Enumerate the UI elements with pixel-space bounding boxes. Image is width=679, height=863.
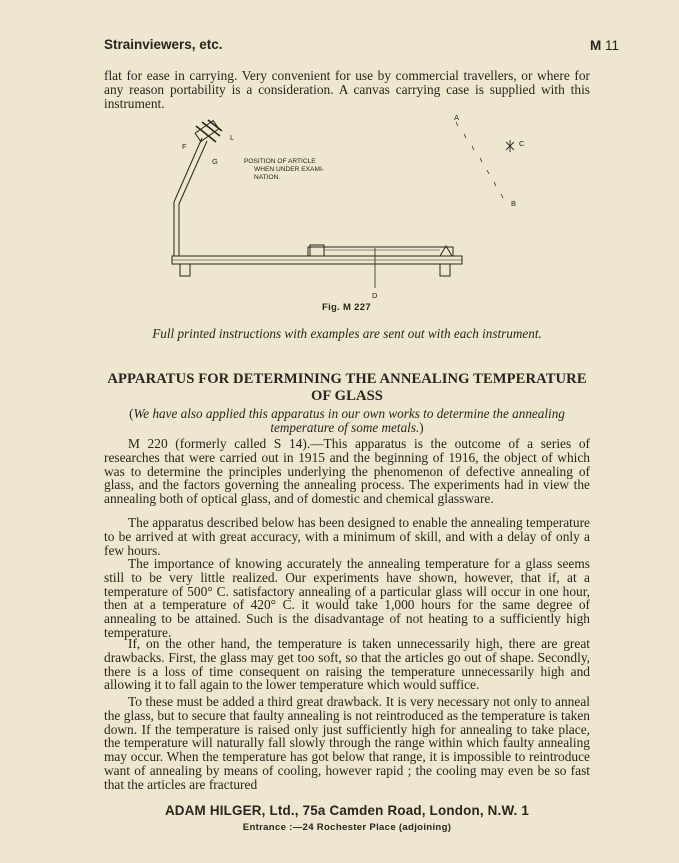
figure-label-c: C (519, 139, 525, 148)
paragraph-4: If, on the other hand, the temperature is taken unnecessarily high, there are great drawbacks. First, the glass may get too soft, so that the articles go out of shape. Secondly, there is a loss of time consequent on raising the temperature unnecessarily high and allowing it to fall again to the lower temperature which would suffice. (104, 636, 590, 693)
paragraph-3: The importance of knowing accurately the annealing temperature for a glass seems still to be very little realized. Our experiments have shown, however, that if, at a temperature of 500° C. satisfactory annealing of a particular glass will occur in one hour, then at a temperature of 420° C. it would take 1,000 hours for the same degree of annealing to be attained. Such is the disadvantage of not heating to a sufficiently high temperature. (104, 556, 590, 640)
footer-entrance: Entrance :—24 Rochester Place (adjoining) (242, 822, 452, 833)
figure-arm (174, 138, 202, 202)
footer-address: ADAM HILGER, Ltd., 75a Camden Road, London, N.W. 1 (164, 803, 530, 818)
paragraph-5: To these must be added a third great drawback. It is very necessary not only to anneal the glass, but to secure that faulty annealing is not reintroduced as the temperature is taken down. If the temperature is raised only just sufficiently high for annealing to take place, the temperature will naturally fall slowly through the range within which faulty annealing may occur. When the temperature has got below that range, it is impossible to reintroduce want of annealing by means of cooling, however rapid ; the cooling may even be so fast that the articles are fractured (104, 694, 590, 792)
figure-position-line1: POSITION OF ARTICLE (244, 158, 316, 165)
figure-label-g: G (212, 157, 218, 166)
note-text: We have also applied this apparatus in our own works to determine the annealing temperature of some metals. (133, 406, 565, 435)
figure-label-d: D (372, 291, 378, 300)
section-title: APPARATUS FOR DETERMINING THE ANNEALING TEMPERATURE OF GLASS (107, 371, 587, 404)
figure-light-source (506, 140, 514, 152)
figure-label-a: A (454, 113, 460, 122)
section-code: M (590, 38, 602, 53)
strainviewer-figure (160, 112, 580, 322)
figure-label-l: L (230, 133, 235, 142)
paragraph-1-text: (formerly called S 14).—This apparatus is the outcome of a series of researches that were carried out in 1915 and the beginning of 1916, the object of which was to determine the principles underlying the phenomenon of defective annealing of glass, and the factors governing the annealing process. The experiments had in view the annealing both of optical glass, and of domestic and chemical glassware. (104, 436, 591, 507)
running-header-title: Strainviewers, etc. (104, 37, 223, 52)
figure-eyepiece (195, 120, 222, 142)
page-number (590, 38, 619, 53)
figure-caption: Fig. M 227 (322, 302, 371, 313)
figure-sight-line (456, 122, 503, 198)
figure-label-f: F (182, 142, 187, 151)
note-open-paren: ( (129, 406, 134, 421)
page-number-value: 11 (605, 38, 620, 53)
paragraph-1 (104, 437, 590, 506)
note-close-paren: ) (419, 420, 424, 435)
figure-position-line2: WHEN UNDER EXAMI- (254, 166, 324, 173)
model-code: M 220 (128, 436, 168, 451)
section-note (118, 407, 576, 435)
paragraph-2: The apparatus described below has been designed to enable the annealing temperature to be arrived at with great accuracy, with a minimum of skill, and with a delay of only a few hours. (104, 515, 590, 558)
figure-foot-right (440, 264, 450, 276)
intro-paragraph: flat for ease in carrying. Very convenient for use by commercial travellers, or where for any reason portability is a consideration. A canvas carrying case is supplied with this instrument. (104, 68, 590, 111)
figure-label-b: B (511, 199, 517, 208)
figure-position-line3: NATION. (254, 174, 281, 181)
figure-foot-left (180, 264, 190, 276)
instructions-note: Full printed instructions with examples are sent out with each instrument. (152, 326, 542, 341)
